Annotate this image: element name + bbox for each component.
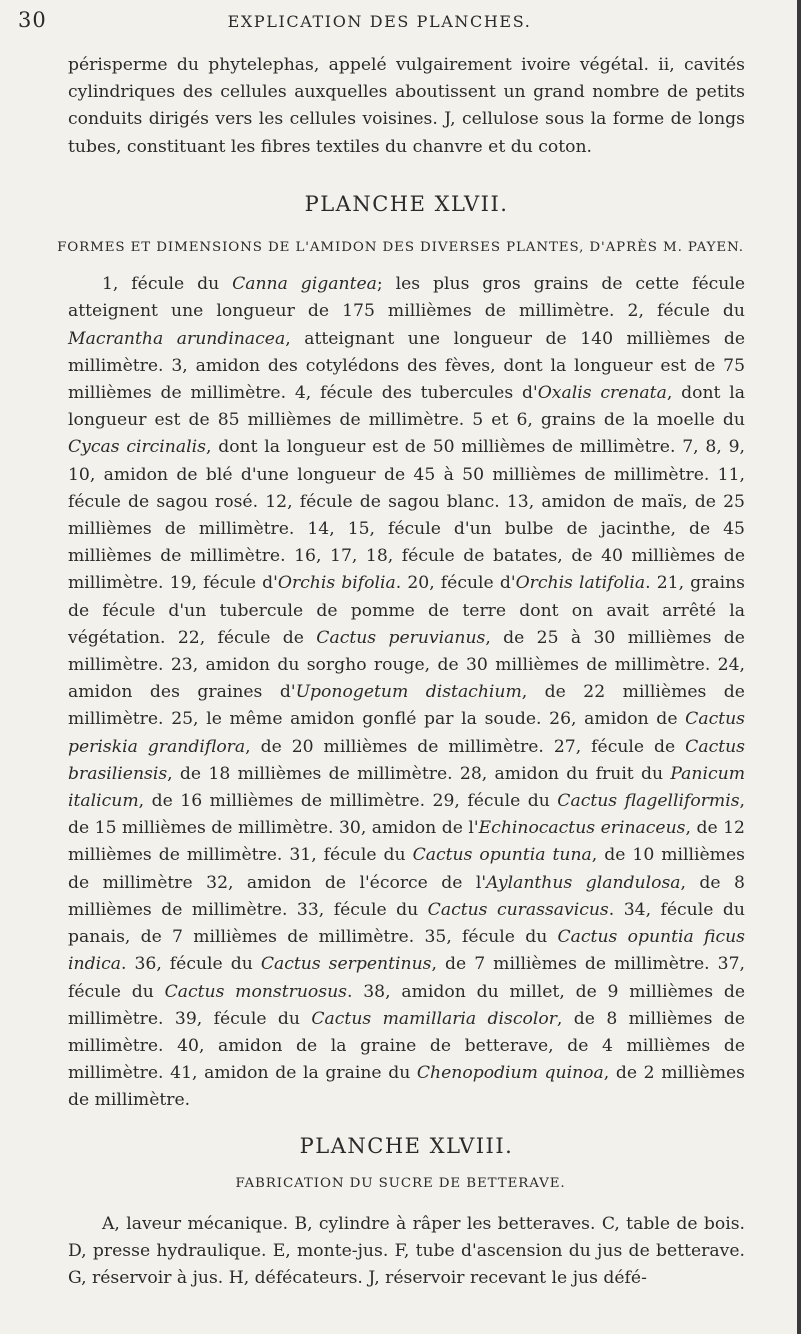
running-head <box>18 4 741 44</box>
plate-48-title: PLANCHE XLVIII. <box>299 1133 514 1158</box>
species-name: Cactus mamillaria discolor <box>311 1008 557 1029</box>
plate-47-subtitle: FORMES ET DIMENSIONS DE L'AMIDON DES DIVERSES PLANTES, D'APRÈS M. PAYEN. <box>57 240 744 256</box>
species-name: Panicum italicum <box>68 763 745 812</box>
species-name: Cactus periskia grandiflora <box>68 709 745 757</box>
species-name: Uponogetum distachium <box>295 682 522 703</box>
species-name: Cactus opuntia ficus indica <box>68 927 745 975</box>
plate-47-body: 1, fécule du Canna gigantea; les plus gros grains de cette fécule atteignent une longueur de 175 millièmes de millimètre. 2, fécule du Macrantha arundinacea, atteignant une longueur de 140 millièmes de millimètre. 3, amidon des cotylédons des fèves, dont la longueur est de 75 millièmes de millimètre. 4, fécule des tubercules d'Oxalis crenata, dont la longueur est de 85 millièmes de millimètre. 5 et 6, grains de la moelle du Cycas circinalis, dont la longueur est de 50 millièmes de millimètre. 7, 8, 9, 10, amidon de blé d'une longueur de 45 à 50 millièmes de millimètre. 11, fécule de sagou rosé. 12, fécule de sagou blanc. 13, amidon de maïs, de 25 millièmes de millimètre. 14, 15, fécule d'un bulbe de jacinthe, de 45 millièmes de millimètre. 16, 17, 18, fécule de batates, de 40 millièmes de millimètre. 19, fécule d'Orchis bifolia. 20, fécule d'Orchis latifolia. 21, grains de fécule d'un tubercule de pomme de terre dont on avait arrêté la végétation. 22, fécule de Cactus peruvianus, de 25 à 30 millièmes de millimètre. 23, amidon du sorgho rouge, de 30 millièmes de millimètre. 24, amidon des graines d'Uponogetum distachium, de 22 millièmes de millimètre. 25, le même amidon gonflé par la soude. 26, amidon de Cactus periskia grandiflora, de 20 millièmes de millimètre. 27, fécule de Cactus brasiliensis, de 18 millièmes de millimètre. 28, amidon du fruit du Panicum italicum, de 16 millièmes de millimètre. 29, fécule du Cactus flagelliformis, de 15 millièmes de millimètre. 30, amidon de l'Echinocactus erinaceus, de 12 millièmes de millimètre. 31, fécule du Cactus opuntia tuna, de 10 millièmes de millimètre 32, amidon de l'écorce de l'Aylanthus glandulosa, de 8 millièmes de millimètre. 33, fécule du Cactus curassavicus. 34, fécule du panais, de 7 millièmes de millimètre. 35, fécule du Cactus opuntia ficus indica. 36, fécule du Cactus serpentinus, de 7 millièmes de millimètre. 37, fécule du Cactus monstruosus. 38, amidon du millet, de 9 millièmes de millimètre. 39, fécule du Cactus mamillaria discolor, de 8 millièmes de millimètre. 40, amidon de la graine de betterave, de 4 millièmes de millimètre. 41, amidon de la graine du Chenopodium quinoa, de 2 millièmes de millimètre. <box>68 274 746 1111</box>
plate-47-title: PLANCHE XLVII. <box>304 191 509 216</box>
species-name: Macrantha arundinacea <box>68 328 286 349</box>
species-name: Cactus serpentinus <box>260 954 432 975</box>
species-name: Chenopodium quinoa <box>416 1063 604 1084</box>
species-name: Cactus monstruosus <box>164 981 347 1002</box>
plate-48-subtitle: FABRICATION DU SUCRE DE BETTERAVE. <box>235 1175 566 1191</box>
species-name: Cactus curassavicus <box>427 899 609 920</box>
page-edge-shadow <box>797 0 801 1334</box>
species-name: Cactus peruvianus <box>316 627 486 648</box>
running-head-title: EXPLICATION DES PLANCHES. <box>227 12 532 31</box>
species-name: Aylanthus glandulosa <box>486 872 681 893</box>
species-name: Orchis latifolia <box>515 573 646 594</box>
intro-paragraph: périsperme du phytelephas, appelé vulgairement ivoire végétal. ii, cavités cylindriques des cellules auxquelles aboutissent un grand nombre de petits conduits dirigés vers les cellules voisines. J, cellulose sous la forme de longs tubes, constituant les fibres textiles du chanvre et du coton. <box>68 55 745 157</box>
species-name: Cycas circinalis <box>68 437 206 458</box>
species-name: Orchis bifolia <box>277 573 396 594</box>
species-name: Echinocactus erinaceus <box>478 818 686 839</box>
species-name: Cactus opuntia tuna <box>412 845 592 866</box>
document-body <box>57 52 746 1293</box>
page-number: 30 <box>18 8 47 32</box>
species-name: Cactus brasiliensis <box>68 736 745 784</box>
species-name: Cactus flagelliformis <box>557 791 740 812</box>
species-name: Oxalis crenata <box>537 383 667 404</box>
plate-48-body: A, laveur mécanique. B, cylindre à râper les betteraves. C, table de bois. D, presse hydraulique. E, monte-jus. F, tube d'ascension du jus de betterave. G, réservoir à jus. H, défécateurs. J, réservoir recevant le jus défé- <box>68 1213 745 1289</box>
species-name: Canna gigantea <box>232 274 377 295</box>
